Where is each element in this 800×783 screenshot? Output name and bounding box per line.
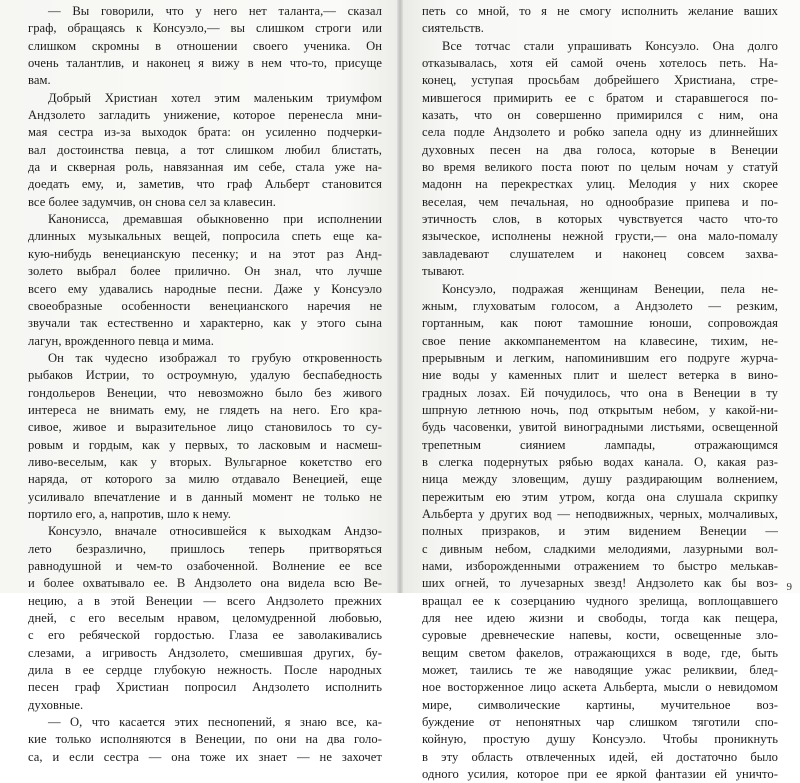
text-line: дней, с его веселым нравом, целомудренной любовью, bbox=[28, 611, 382, 626]
text-line: села подле Андзолето и робко запела одну из длиннейших bbox=[422, 125, 778, 140]
text-line: са, и если сестра — она тоже их знает — не захочет bbox=[28, 749, 382, 764]
text-line: своеобразные особенности венецианского наречия не bbox=[28, 298, 382, 313]
text-line: ровым и гордым, как у первых, то ласковым и насмеш- bbox=[28, 437, 382, 452]
text-line: — О, что касается этих песнопений, я знаю все, ка- bbox=[48, 715, 382, 730]
text-line: пережитым ею этим утром, когда она слушала скрипку bbox=[422, 489, 778, 504]
text-line: граф, обращаясь к Консуэло,— вы слишком строги или bbox=[28, 21, 382, 36]
text-line: ное восторженное лицо аскета Альберта, мысли о невидомом bbox=[422, 680, 778, 695]
text-line: отказывалась, хотя ей самой очень хотелось петь. На- bbox=[422, 56, 778, 71]
text-line: вал достоинства певца, а тот слишком любил блистать, bbox=[28, 142, 382, 157]
text-line: одного усилия, которое при ее яркой фантазии ей уничто- bbox=[422, 767, 778, 782]
text-line: суровые древнеческие напевы, кости, освещенные зло- bbox=[422, 628, 778, 643]
text-line: все более задумчив, он снова сел за клавесин. bbox=[28, 194, 276, 209]
text-line: нецию, а в этой Венеции — всего Андзолето прежних bbox=[28, 593, 382, 608]
book-gutter bbox=[397, 0, 403, 593]
text-line: полных призраков, и этим видением Венеции — bbox=[422, 524, 778, 539]
text-line: слишком скромны в отношении своего ученика. Он bbox=[28, 38, 382, 53]
text-line: свое пение аккомпанементом на клавесине, тихим, не- bbox=[422, 333, 778, 348]
text-line: всего ему удавались народные песни. Даже у Консуэло bbox=[28, 281, 382, 296]
text-line: Добрый Христиан хотел этим маленьким триумфом bbox=[48, 90, 382, 105]
text-line: ливо-веселым, как у вторых. Вульгарное кокетство его bbox=[28, 454, 382, 469]
text-line: духовных песен на два голоса, которые в Венеции bbox=[422, 142, 778, 157]
text-line: кие только исполняются в Венеции, по они на два голо- bbox=[28, 732, 382, 747]
text-line: в эту область отвлеченных идей, ей достаточно было bbox=[422, 749, 778, 764]
text-line: вам. bbox=[28, 73, 51, 88]
text-line: наряда, от которого за милю отдавало Венецией, еще bbox=[28, 472, 382, 487]
right-page-text bbox=[422, 3, 778, 783]
text-line: койную, простую душу Консуэло. Чтобы проникнуть bbox=[422, 732, 778, 747]
text-line: ших огней, то лучезарных звезд! Андзолето как бы воз- bbox=[422, 576, 778, 591]
text-line: в слегка подернутых рябью водах канала. О, какая раз- bbox=[422, 454, 778, 469]
text-line: Андзолето загладить унижение, которое перенесла мни- bbox=[28, 108, 382, 123]
text-line: шпрную летнюю ночь, под открытым небом, у какой-ни- bbox=[422, 402, 778, 417]
right-page bbox=[400, 0, 800, 782]
left-page-text bbox=[28, 3, 382, 766]
text-line: завладевают слушателем и наконец совсем захва- bbox=[422, 246, 778, 261]
text-line: духовные. bbox=[28, 697, 84, 712]
text-line: Канонисса, дремавшая обыкновенно при исполнении bbox=[48, 212, 382, 227]
text-line: веселая, чем печальная, но однообразие припева и по- bbox=[422, 194, 778, 209]
text-line: буждение от непонятных чар слишком тяготили спо- bbox=[422, 715, 778, 730]
text-line: жным, глуховатым голосом, а Андзолето — резким, bbox=[422, 298, 778, 313]
text-line: усиливало впечатление и в данный момент не только не bbox=[28, 489, 382, 504]
text-line: песен граф Христиан попросил Андзолето исполнить bbox=[28, 680, 382, 695]
text-line: Консуэло, подражая женщинам Венеции, пела не- bbox=[442, 281, 778, 296]
text-line: рыбаков Истрии, то остроумную, удалую беспабедность bbox=[28, 368, 382, 383]
text-line: мире, символические картины, мучительное воз- bbox=[422, 697, 778, 712]
text-line: конец, уступая просьбам добрейшего Христиана, стре- bbox=[422, 73, 778, 88]
text-line: сиятельств. bbox=[422, 21, 484, 36]
text-line: лагун, врожденного певца и мима. bbox=[28, 333, 214, 348]
text-line: петь со мной, то я не смогу исполнить желание ваших bbox=[422, 4, 778, 18]
text-line: ние воды у каменных плит и шелест ветерка в вино- bbox=[422, 368, 778, 383]
text-line: мившегося примирить ее с братом и старавшегося по- bbox=[422, 90, 778, 105]
text-line: нами, изборожденными отражением то быстро мелькав- bbox=[422, 559, 778, 573]
text-line: Альберта у других вод — неподвижных, черных, молчаливых, bbox=[422, 506, 778, 521]
text-line: Все тотчас стали упрашивать Консуэло. Она долго bbox=[442, 38, 778, 53]
text-line: золето выбрал более прилично. Он знал, что лучше bbox=[28, 264, 382, 279]
text-line: звучали так естественно и характерно, как у этого сына bbox=[28, 316, 382, 331]
text-line: портило его, а, напротив, шло к нему. bbox=[28, 506, 231, 521]
text-line: может, таились те же наводящие ужас реликвии, блед- bbox=[422, 663, 778, 678]
text-line: трепетным сиянием лампады, отражающимся bbox=[422, 437, 778, 452]
text-line: да и скверная роль, навязанная им себе, стала уже на- bbox=[28, 160, 382, 175]
text-line: дила в ее сердце глубокую нежность. После народных bbox=[28, 663, 382, 678]
text-line: очень талантлив, и наконец я вижу в нем что-то, присуще bbox=[28, 56, 382, 71]
text-line: слезами, а игривость Андзолето, смешившая других, бу- bbox=[28, 645, 382, 660]
page-number: 9 bbox=[786, 581, 792, 593]
text-line: Он так чудесно изображал то грубую откровенность bbox=[48, 350, 382, 365]
text-line: Консуэло, вначале относившейся к выходкам Андзо- bbox=[48, 524, 382, 539]
text-line: с его ребяческой гордостью. Глаза ее заволакивались bbox=[28, 628, 382, 643]
text-line: длинных музыкальных вещей, попросила спеть еще ка- bbox=[28, 229, 382, 244]
text-line: с дивным небом, сладкими мелодиями, лазурными вол- bbox=[422, 541, 778, 556]
text-line: вращал ее к созерцанию чудного зрелища, воплощавшего bbox=[422, 593, 778, 608]
text-line: лето безразлично, пришлось теперь притворяться bbox=[28, 541, 382, 556]
text-line: равнодушной и чем-то озабоченной. Волнение ее все bbox=[28, 559, 382, 573]
text-line: казать, что он совершенно примирился с ним, она bbox=[422, 108, 778, 123]
left-page bbox=[0, 0, 400, 764]
text-line: будь часовенки, увитой виноградными листьями, освещенной bbox=[422, 420, 778, 435]
text-line: интереса не внимать ему, не глядеть на него. Его кра- bbox=[28, 402, 382, 417]
text-line: ница между зловещим, душу раздирающим волнением, bbox=[422, 472, 778, 487]
text-line: гортанным, как поют тамошние юноши, сопровождая bbox=[422, 316, 778, 331]
text-line: вещим светом факелов, отражающихся в воде, где, быть bbox=[422, 645, 778, 660]
text-line: языческое, исполнены нежной грусти,— она мало-помалу bbox=[422, 229, 778, 244]
text-line: прерывным и легким, напоминившим его подруге журча- bbox=[422, 350, 778, 365]
text-line: тывают. bbox=[422, 264, 465, 279]
text-line: градных лозах. Ей почудилось, что она в Венеции в ту bbox=[422, 385, 778, 400]
text-line: и более охватывало ее. В Андзолето она видела всю Ве- bbox=[28, 576, 382, 591]
text-line: гондольеров Венеции, что невозможно было без живого bbox=[28, 385, 382, 400]
text-line: этичность слов, в которых чувствуется часто что-то bbox=[422, 212, 778, 227]
text-line: для нее идею жизни и свободы, тогда как пещера, bbox=[422, 611, 778, 626]
text-line: — Вы говорили, что у него нет таланта,— сказал bbox=[48, 4, 382, 18]
text-line: кую-нибудь венецианскую песенку; и на этот раз Анд- bbox=[28, 246, 382, 261]
text-line: мадонн на перекрестках улиц. Мелодия у них скорее bbox=[422, 177, 778, 192]
text-line: доедать ему, и, заметив, что граф Альберт становится bbox=[28, 177, 382, 192]
text-line: сивое, живое и выразительное лицо становилось то су- bbox=[28, 420, 382, 435]
text-line: мая сестра из-за выходок брата: он усиленно подчерки- bbox=[28, 125, 382, 140]
text-line: во время великого поста поют по целым ночам у статуй bbox=[422, 160, 778, 175]
